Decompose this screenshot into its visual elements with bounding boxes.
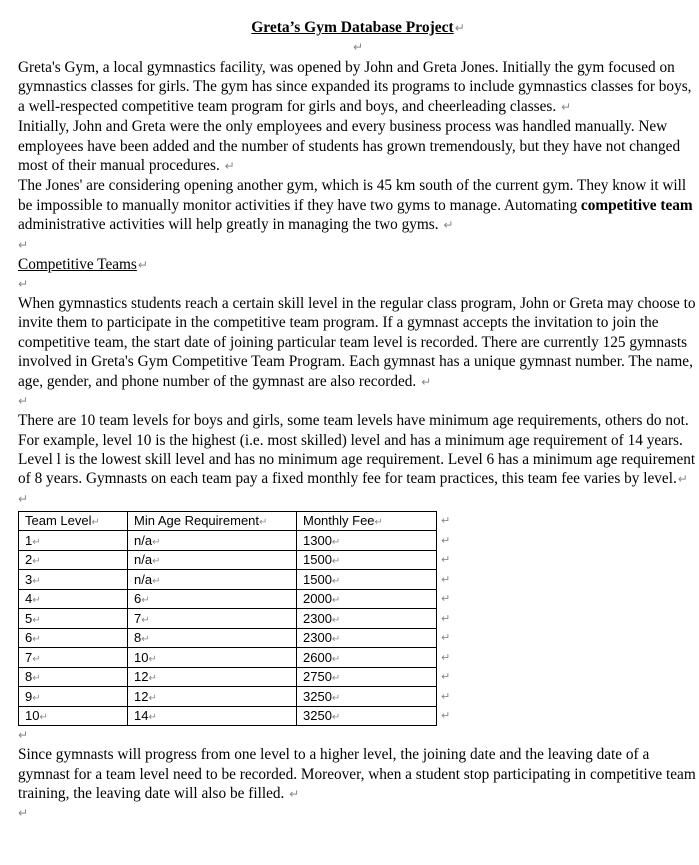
cell-mark-icon: ↵: [331, 536, 341, 548]
competitive-teams-paragraph: When gymnastics students reach a certain skill level in the regular class program, John or Greta may choose to invite them to participate in the competitive team program. If a gymnast accepts the invitation to join the competitive team, the start date of joining particular team level is recorded. There are currently 125 gymnasts involved in Greta's Gym Competitive Team Program. Each gymnast has a unique gymnast number. The name, age, gender, and phone number of the gymnast are also recorded. ↵: [18, 295, 696, 390]
cell-mark-icon: ↵: [91, 517, 100, 529]
cell-team-level: 10↵: [19, 706, 128, 726]
row-mark-icon: ↵: [441, 533, 451, 547]
cell-mark-icon: ↵: [32, 614, 41, 626]
table-row: [19, 628, 451, 648]
cell-mark-icon: ↵: [331, 575, 341, 587]
cell-team-level: 1↵: [19, 531, 128, 551]
paragraph-mark-icon: ↵: [561, 99, 572, 114]
cell-mark-icon: ↵: [32, 556, 41, 568]
cell-monthly-fee: 1500↵: [297, 570, 437, 590]
row-mark-icon: ↵: [441, 650, 451, 664]
cell-monthly-fee: 2000↵: [297, 589, 437, 609]
empty-paragraph: ↵: [18, 394, 29, 409]
cell-team-level: 6↵: [19, 628, 128, 648]
cell-team-level: 7↵: [19, 648, 128, 668]
cell-min-age: 6↵: [128, 589, 297, 609]
table-row: [19, 570, 451, 590]
cell-min-age: 14↵: [128, 706, 297, 726]
cell-team-level: 2↵: [19, 550, 128, 570]
cell-mark-icon: ↵: [148, 653, 157, 665]
row-mark-icon: ↵: [441, 611, 451, 625]
cell-team-level: 8↵: [19, 667, 128, 687]
table-row: [19, 648, 451, 668]
paragraph-mark-icon: ↵: [677, 472, 688, 487]
cell-mark-icon: ↵: [331, 653, 341, 665]
row-mark-icon: ↵: [441, 592, 451, 606]
empty-paragraph: ↵: [18, 806, 29, 821]
cell-monthly-fee: 2750↵: [297, 667, 437, 687]
cell-monthly-fee: 2300↵: [297, 609, 437, 629]
cell-mark-icon: ↵: [148, 673, 157, 685]
empty-paragraph: ↵: [18, 237, 29, 252]
cell-min-age: 12↵: [128, 667, 297, 687]
cell-mark-icon: ↵: [152, 556, 161, 568]
table-row: [19, 706, 451, 726]
cell-min-age: 8↵: [128, 628, 297, 648]
document-page: [18, 0, 698, 823]
final-paragraph: Since gymnasts will progress from one level to a higher level, the joining date and the leaving date of a gymnast for a team level need to be recorded. Moreover, when a student stop participating in competitive team training, the leaving date will also be filled. ↵: [18, 746, 696, 803]
cell-monthly-fee: 3250↵: [297, 706, 437, 726]
cell-mark-icon: ↵: [141, 614, 150, 626]
cell-mark-icon: ↵: [374, 517, 383, 529]
cell-mark-icon: ↵: [141, 634, 150, 646]
cell-mark-icon: ↵: [331, 634, 341, 646]
row-mark-icon: ↵: [441, 670, 451, 684]
cell-mark-icon: ↵: [331, 595, 341, 607]
empty-paragraph: ↵: [352, 40, 364, 54]
row-mark-icon: ↵: [441, 572, 451, 586]
cell-mark-icon: ↵: [331, 556, 341, 568]
cell-team-level: 9↵: [19, 687, 128, 707]
row-mark-icon: ↵: [441, 709, 451, 723]
cell-min-age: 12↵: [128, 687, 297, 707]
table-header-row: [19, 511, 451, 531]
cell-mark-icon: ↵: [152, 536, 161, 548]
intro-paragraph-3: The Jones' are considering opening another gym, which is 45 km south of the current gym. They know it will be impossible to manually monitor activities if they have two gyms to manage. Automating competitive team administrative activities will help greatly in managing the two gyms. ↵: [18, 177, 693, 234]
header-min-age: Min Age Requirement↵: [128, 511, 297, 531]
cell-mark-icon: ↵: [148, 712, 157, 724]
cell-mark-icon: ↵: [331, 614, 341, 626]
cell-mark-icon: ↵: [331, 673, 341, 685]
empty-paragraph: ↵: [18, 728, 29, 743]
cell-monthly-fee: 2600↵: [297, 648, 437, 668]
team-level-table: [18, 511, 451, 727]
cell-monthly-fee: 1500↵: [297, 550, 437, 570]
table-row: [19, 550, 451, 570]
table-row: [19, 589, 451, 609]
cell-mark-icon: ↵: [259, 517, 268, 529]
paragraph-mark-icon: ↵: [454, 21, 465, 35]
cell-team-level: 5↵: [19, 609, 128, 629]
cell-min-age: n/a↵: [128, 570, 297, 590]
paragraph-mark-icon: ↵: [421, 374, 432, 389]
bold-competitive-team: competitive team: [580, 196, 693, 214]
cell-mark-icon: ↵: [32, 634, 41, 646]
cell-mark-icon: ↵: [32, 653, 41, 665]
cell-mark-icon: ↵: [32, 536, 41, 548]
intro-paragraph-2: Initially, John and Greta were the only employees and every business process was handled manually. New employees have been added and the number of students has grown tremendously, but they have not changed most of their manual procedures. ↵: [18, 118, 681, 175]
cell-mark-icon: ↵: [32, 673, 41, 685]
cell-mark-icon: ↵: [32, 692, 41, 704]
table-row: [19, 667, 451, 687]
title-line: [18, 19, 698, 37]
table-row: [19, 687, 451, 707]
section-heading-line: [18, 255, 698, 275]
section-heading: Competitive Teams: [18, 255, 137, 273]
row-mark-icon: ↵: [441, 553, 451, 567]
paragraph-mark-icon: ↵: [137, 257, 148, 272]
empty-paragraph: ↵: [18, 277, 29, 292]
cell-mark-icon: ↵: [141, 595, 150, 607]
cell-mark-icon: ↵: [32, 575, 41, 587]
cell-mark-icon: ↵: [39, 712, 48, 724]
cell-monthly-fee: 2300↵: [297, 628, 437, 648]
cell-min-age: 10↵: [128, 648, 297, 668]
row-mark-icon: ↵: [441, 689, 451, 703]
cell-mark-icon: ↵: [331, 712, 341, 724]
team-levels-paragraph: There are 10 team levels for boys and girls, some team levels have minimum age requirements, others do not. For example, level 10 is the highest (i.e. most skilled) level and has a minimum age requirement of 14 years. Level l is the lowest skill level and has no minimum age requirement. Level 6 has a minimum age requirement of 8 years. Gymnasts on each team pay a fixed monthly fee for team practices, this team fee varies by level.↵: [18, 412, 696, 488]
header-team-level: Team Level↵: [19, 511, 128, 531]
header-monthly-fee: Monthly Fee↵: [297, 511, 437, 531]
cell-mark-icon: ↵: [331, 692, 341, 704]
cell-mark-icon: ↵: [32, 595, 41, 607]
document-title: Greta’s Gym Database Project: [251, 19, 454, 36]
cell-team-level: 3↵: [19, 570, 128, 590]
paragraph-mark-icon: ↵: [289, 787, 300, 802]
table-row: [19, 609, 451, 629]
cell-monthly-fee: 1300↵: [297, 531, 437, 551]
cell-mark-icon: ↵: [152, 575, 161, 587]
cell-mark-icon: ↵: [148, 692, 157, 704]
intro-paragraph-1: Greta's Gym, a local gymnastics facility, was opened by John and Greta Jones. Initially the gym focused on gymnastics classes for girls. The gym has since expanded its programs to include gymnastics classes for boys, a well-respected competitive team program for girls and boys, and cheerleading classes. ↵: [18, 59, 692, 115]
cell-min-age: n/a↵: [128, 550, 297, 570]
row-mark-icon: ↵: [441, 514, 451, 528]
cell-monthly-fee: 3250↵: [297, 687, 437, 707]
cell-min-age: n/a↵: [128, 531, 297, 551]
cell-min-age: 7↵: [128, 609, 297, 629]
row-mark-icon: ↵: [441, 631, 451, 645]
paragraph-mark-icon: ↵: [443, 218, 454, 233]
table-row: [19, 531, 451, 551]
empty-paragraph: ↵: [18, 491, 29, 506]
paragraph-mark-icon: ↵: [224, 159, 235, 174]
cell-team-level: 4↵: [19, 589, 128, 609]
